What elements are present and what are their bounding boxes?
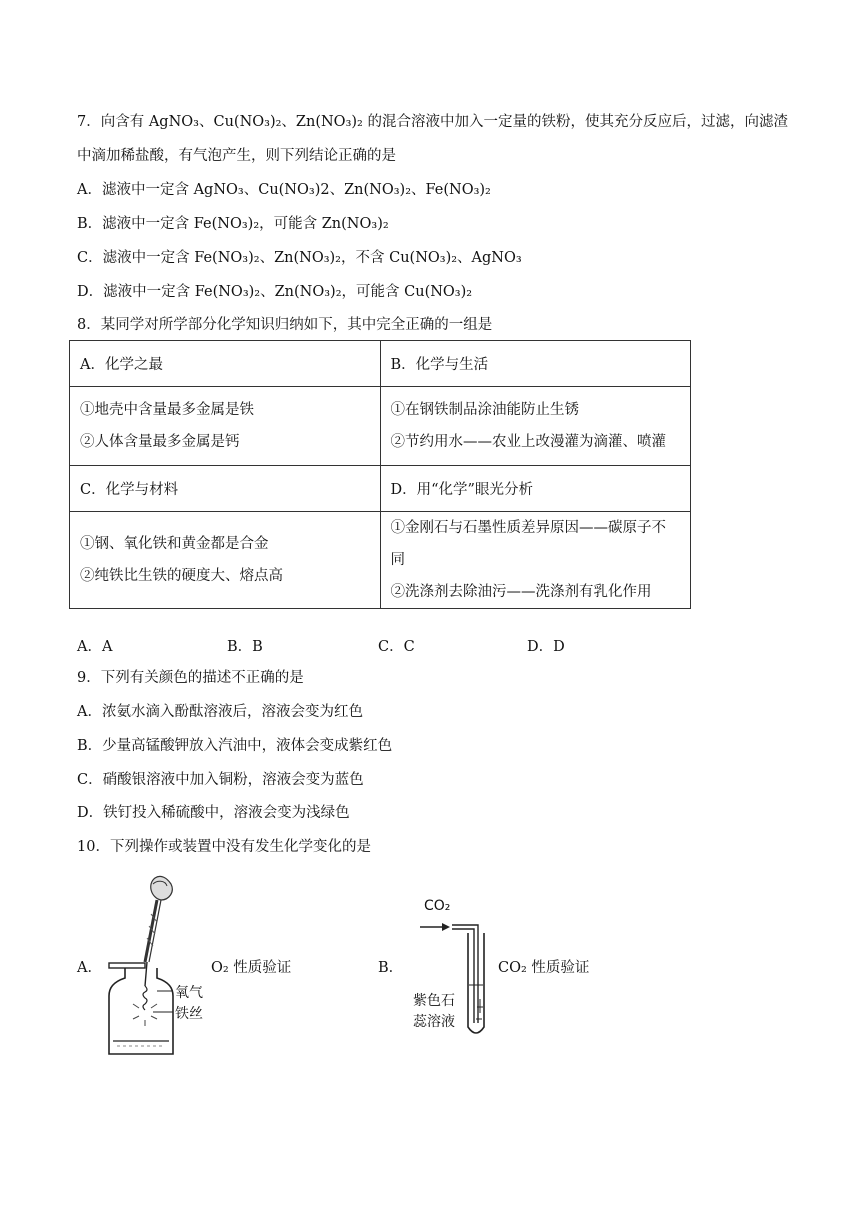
q7-option-b: B．滤液中一定含 Fe(NO₃)₂，可能含 Zn(NO₃)₂ [77, 216, 389, 232]
q8-cell-c-title: C．化学与材料 [70, 466, 381, 512]
q8-cell-b-items [380, 387, 691, 466]
iron-wire-oxygen-figure [95, 870, 225, 1060]
q8-c-item-1: ①钢、氧化铁和黄金都是合金 [80, 536, 269, 552]
q7-stem-line1: 7．向含有 AgNO₃、Cu(NO₃)₂、Zn(NO₃)₂ 的混合溶液中加入一定量的铁粉，使其充分反应后，过滤，向滤渣 [77, 114, 788, 130]
q8-summary-table [69, 340, 691, 609]
q8-a-item-2: ②人体含量最多金属是钙 [80, 434, 240, 450]
q7-option-d: D．滤液中一定含 Fe(NO₃)₂、Zn(NO₃)₂，可能含 Cu(NO₃)₂ [77, 284, 473, 300]
q9-option-c: C．硝酸银溶液中加入铜粉，溶液会变为蓝色 [77, 772, 364, 788]
q7-stem-line2: 中滴加稀盐酸，有气泡产生，则下列结论正确的是 [77, 148, 396, 164]
q8-d-item-1: ①金刚石与石墨性质差异原因——碳原子不同 [390, 520, 666, 568]
litmus-label-line2: 蕊溶液 [413, 1014, 455, 1030]
q8-answer-b: B．B [227, 639, 263, 655]
oxygen-label: 氧气 [175, 985, 203, 1001]
q8-answer-c: C．C [378, 639, 415, 655]
co2-gas-label: CO₂ [424, 898, 451, 914]
q8-answer-d: D．D [527, 639, 565, 655]
q10-option-a-caption: O₂ 性质验证 [211, 960, 292, 976]
q8-cell-a-title: A．化学之最 [70, 341, 381, 387]
q8-c-item-2: ②纯铁比生铁的硬度大、熔点高 [80, 568, 283, 584]
q8-a-item-1: ①地壳中含量最多金属是铁 [80, 402, 254, 418]
q9-option-b: B．少量高锰酸钾放入汽油中，液体会变成紫红色 [77, 738, 393, 754]
q7-option-a: A．滤液中一定含 AgNO₃、Cu(NO₃)2、Zn(NO₃)₂、Fe(NO₃)₂ [77, 182, 491, 198]
q8-b-item-1: ①在钢铁制品涂油能防止生锈 [390, 402, 579, 418]
q10-option-a-letter: A． [77, 960, 102, 976]
q8-cell-a-items [70, 387, 381, 466]
q8-answer-a: A．A [77, 639, 113, 655]
q10-option-b-letter: B． [378, 960, 404, 976]
q8-cell-d-items [380, 512, 691, 609]
q8-cell-b-title: B．化学与生活 [380, 341, 691, 387]
q9-stem: 9．下列有关颜色的描述不正确的是 [77, 670, 304, 686]
q9-option-a: A．浓氨水滴入酚酞溶液后，溶液会变为红色 [77, 704, 363, 720]
q8-cell-d-title: D．用“化学”眼光分析 [380, 466, 691, 512]
q8-cell-c-items [70, 512, 381, 609]
q10-option-b-caption: CO₂ 性质验证 [498, 960, 590, 976]
q7-option-c: C．滤液中一定含 Fe(NO₃)₂、Zn(NO₃)₂，不含 Cu(NO₃)₂、AgNO₃ [77, 250, 522, 266]
q9-option-d: D．铁钉投入稀硫酸中，溶液会变为浅绿色 [77, 805, 350, 821]
iron-wire-label: 铁丝 [175, 1006, 203, 1022]
q8-stem: 8．某同学对所学部分化学知识归纳如下，其中完全正确的一组是 [77, 317, 493, 333]
q8-d-item-2: ②洗涤剂去除油污——洗涤剂有乳化作用 [390, 584, 652, 600]
q10-stem: 10．下列操作或装置中没有发生化学变化的是 [77, 839, 371, 855]
q8-b-item-2: ②节约用水——农业上改漫灌为滴灌、喷灌 [390, 434, 666, 450]
litmus-label-line1: 紫色石 [413, 993, 455, 1009]
